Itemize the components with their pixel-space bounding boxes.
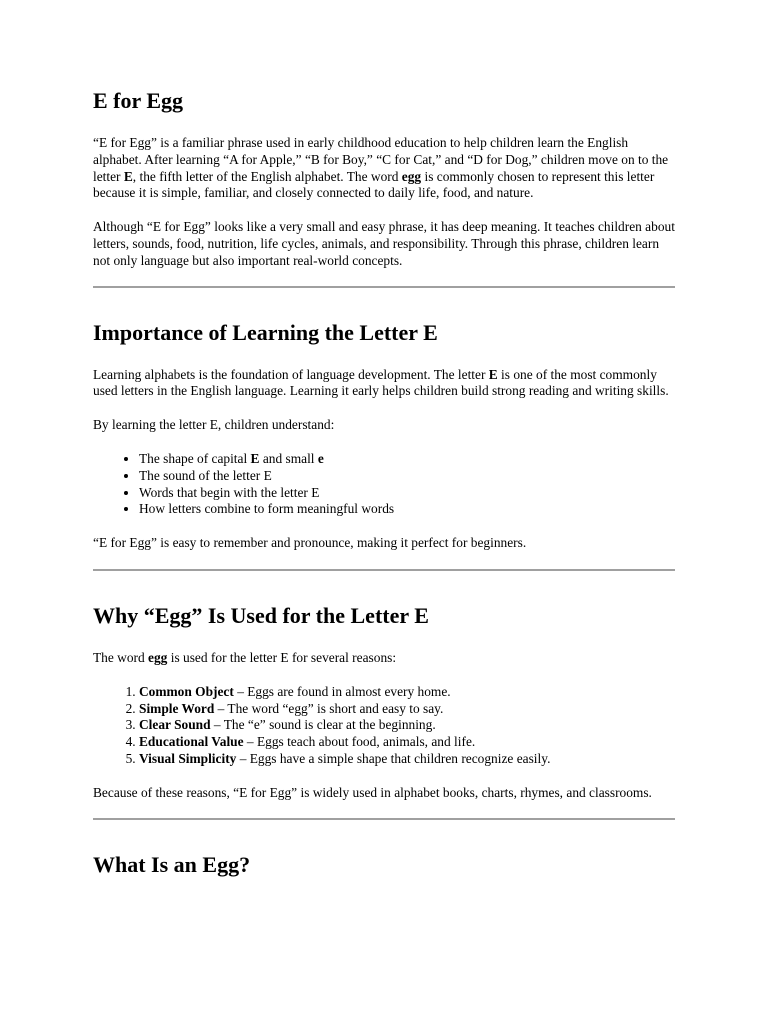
text-run: is one of the most commonly used letters in the English language. Learning it early helps children build strong reading and writing skills. xyxy=(93,366,669,399)
text-run: is used for the letter E for several reasons: xyxy=(167,649,397,665)
reason-term: Visual Simplicity xyxy=(139,750,237,766)
text-run: and small xyxy=(259,450,318,466)
reason-term: Clear Sound xyxy=(139,717,211,733)
easy-remember-paragraph: “E for Egg” is easy to remember and pronounce, making it perfect for beginners. xyxy=(93,535,527,551)
list-item xyxy=(139,734,675,751)
document-page xyxy=(93,0,675,878)
reason-term: Educational Value xyxy=(139,734,244,750)
bold-word-egg: egg xyxy=(148,649,168,665)
reason-desc: – Eggs are found in almost every home. xyxy=(233,683,451,699)
bold-word-egg: egg xyxy=(401,168,422,184)
text-run: Learning alphabets is the foundation of language development. The letter xyxy=(93,366,489,382)
text-run: “E for Egg” is a familiar phrase used in early childhood education to help children learn the English alphabet. After learning “A for Apple,” “B for Boy,” “C for Cat,” and “D for Dog,” children move on to the letter xyxy=(93,135,669,184)
bold-letter-e: E xyxy=(123,168,133,184)
bullet-list xyxy=(93,451,675,518)
reason-desc: – Eggs have a simple shape that children recognize easily. xyxy=(236,750,551,766)
reason-desc: – The word “egg” is short and easy to say. xyxy=(214,700,444,716)
text-run: The shape of capital xyxy=(139,450,251,466)
section-heading-what-is-egg: What Is an Egg? xyxy=(93,851,251,877)
foundation-paragraph xyxy=(93,367,675,401)
reason-term: Common Object xyxy=(139,683,234,699)
reason-desc: – The “e” sound is clear at the beginning. xyxy=(210,717,436,733)
numbered-list xyxy=(93,684,675,768)
list-item xyxy=(139,684,675,701)
understand-lead-paragraph: By learning the letter E, children understand: xyxy=(93,417,335,433)
section-divider xyxy=(93,286,675,288)
bold-letter-e: E xyxy=(488,366,498,382)
conclusion-paragraph: Because of these reasons, “E for Egg” is widely used in alphabet books, charts, rhymes, and classrooms. xyxy=(93,784,652,800)
reason-desc: – Eggs teach about food, animals, and life. xyxy=(243,734,476,750)
reasons-lead-paragraph xyxy=(93,650,675,667)
list-item: • Words that begin with the letter E xyxy=(139,485,675,502)
text-run: , the fifth letter of the English alphabet. The word xyxy=(132,168,402,184)
list-item xyxy=(139,701,675,718)
text-run: is commonly chosen to represent this letter because it is simple, familiar, and closely connected to daily life, food, and nature. xyxy=(93,168,655,201)
text-run: The word xyxy=(93,649,149,665)
section-divider xyxy=(93,569,675,571)
section-heading-why-egg: Why “Egg” Is Used for the Letter E xyxy=(93,602,429,628)
bold-small-e: e xyxy=(317,450,324,466)
meaning-paragraph: Although “E for Egg” looks like a very small and easy phrase, it has deep meaning. It teaches children about letters, sounds, food, nutrition, life cycles, animals, and responsibility. Through this phrase, children learn not only language but also important real-world concepts. xyxy=(93,219,675,268)
list-item: • The sound of the letter E xyxy=(139,468,675,485)
section-heading-importance: Importance of Learning the Letter E xyxy=(93,319,438,345)
list-item: • How letters combine to form meaningful words xyxy=(139,501,675,518)
bold-capital-e: E xyxy=(250,450,260,466)
intro-paragraph xyxy=(93,135,675,202)
reason-term: Simple Word xyxy=(139,700,215,716)
list-item xyxy=(139,717,675,734)
section-divider xyxy=(93,818,675,820)
list-item xyxy=(139,751,675,768)
list-item xyxy=(139,451,675,468)
section-heading-e-for-egg: E for Egg xyxy=(93,88,184,113)
